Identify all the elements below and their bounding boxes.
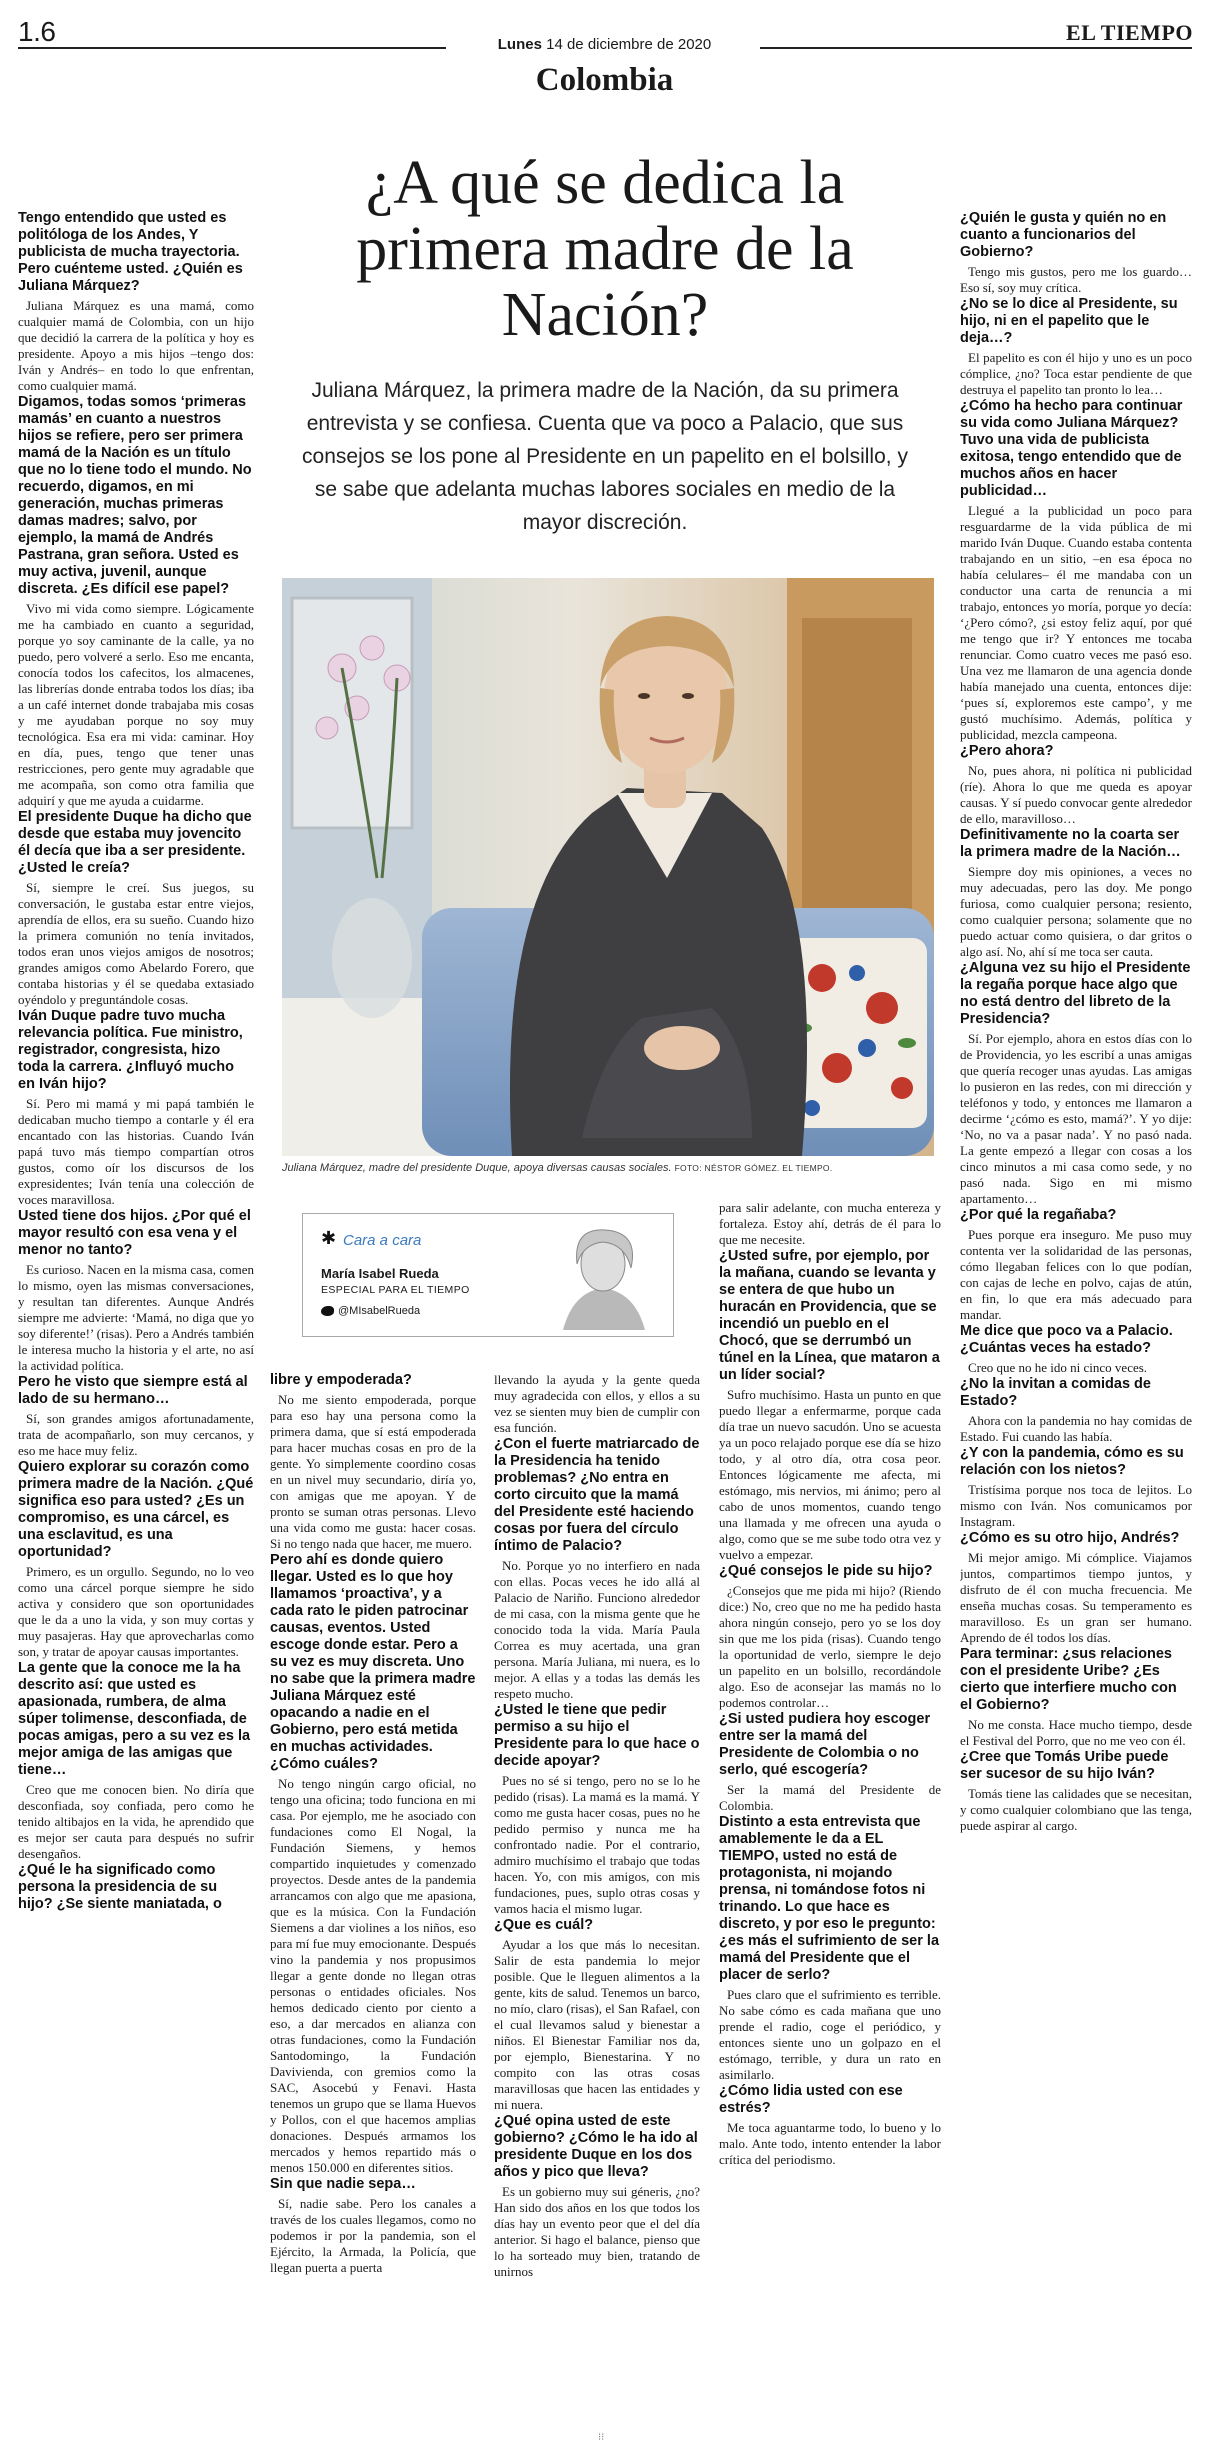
interview-question: libre y empoderada? bbox=[270, 1372, 412, 1388]
interview-answer: Siempre doy mis opiniones, a veces no muy adecuadas, pero las doy. Me pongo furiosa, como cualquier persona; resiento, como cualquier persona; solamente que no puedo actuar como quisiera, o dar gritos o algo así. No, ahí sí me toca ser cauta. bbox=[960, 864, 1192, 959]
qa-block bbox=[18, 1862, 254, 1913]
interview-question: ¿Que es cuál? bbox=[494, 1917, 594, 1933]
interview-answer: Pues claro que el sufrimiento es terrible. No sabe cómo es cada mañana que uno prende el radio, coge el periódico, y entonces siente uno un golpazo en el estómago, terrible, y dura un rato en asimilarlo. bbox=[719, 1987, 941, 2082]
qa-block bbox=[494, 1702, 700, 1917]
interview-question: ¿No la invitan a comidas de Estado? bbox=[960, 1376, 1151, 1409]
interview-answer: Sí, son grandes amigos afortunadamente, trata de acompañarlo, son muy cercanos, y eso me hace muy feliz. bbox=[18, 1411, 254, 1458]
twitter-handle: @MIsabelRueda bbox=[338, 1305, 421, 1317]
interview-question: Pero ahí es donde quiero llegar. Usted es lo que hoy llamamos ‘proactiva’, y a cada rato le piden patrocinar causas, eventos. Usted escoge donde estar. Pero a su vez es muy discreta. Uno no sabe que la primera madre Juliana Márquez esté opacando a nadie en el Gobierno, pero está metida en muchas actividades. ¿Cómo cuáles? bbox=[270, 1552, 476, 1772]
text-column-5 bbox=[960, 210, 1192, 2420]
byline-author: María Isabel Rueda bbox=[321, 1266, 439, 1281]
interview-question: ¿Qué opina usted de este gobierno? ¿Cómo le ha ido al presidente Duque en los dos años y pico que lleva? bbox=[494, 2113, 698, 2180]
interview-answer: Es un gobierno muy sui géneris, ¿no? Han sido dos años en los que todos los días hay un evento peor que el del día anterior. Si hago el balance, pienso que lo ha sorteado muy bien, tratando de unirnos bbox=[494, 2184, 700, 2279]
interview-answer: Juliana Márquez es una mamá, como cualquier mamá de Colombia, con un hijo que decidió la carrera de la política y hoy es presidente. Apoyo a mis hijos –tengo dos: Iván y Andrés– en todo lo que enfrentan, como cualquier mamá. bbox=[18, 298, 254, 393]
date-weekday: Lunes bbox=[497, 36, 542, 53]
qa-block bbox=[18, 809, 254, 1008]
interview-question: ¿Qué le ha significado como persona la presidencia de su hijo? ¿Se siente maniatada, o bbox=[18, 1862, 222, 1912]
interview-question: El presidente Duque ha dicho que desde que estaba muy jovencito él decía que iba a ser presidente. ¿Usted le creía? bbox=[18, 809, 252, 876]
interview-question: Sin que nadie sepa… bbox=[270, 2176, 416, 2192]
text-column-2 bbox=[270, 1372, 476, 2420]
qa-block bbox=[719, 2083, 941, 2168]
qa-block bbox=[960, 296, 1192, 398]
interview-question: ¿Alguna vez su hijo el Presidente la regaña porque hace algo que no está dentro del libreto de la Presidencia? bbox=[960, 960, 1191, 1027]
qa-block bbox=[494, 1917, 700, 2113]
qa-block bbox=[960, 1749, 1192, 1834]
interview-answer: Ser la mamá del Presidente de Colombia. bbox=[719, 1782, 941, 1813]
interview-answer: Ahora con la pandemia no hay comidas de Estado. Fui cuando las había. bbox=[960, 1413, 1192, 1444]
interview-answer: llevando la ayuda y la gente queda muy agradecida con ellos, y ellos a su vez se sienten muy bien de cumplir con esa función. bbox=[494, 1372, 700, 1435]
qa-block bbox=[960, 1646, 1192, 1749]
qa-block bbox=[719, 1200, 941, 1248]
interview-answer: Sí, siempre le creí. Sus juegos, su conversación, le gustaba estar entre viejos, aprendía de ellos, era su sueño. Cuando hizo la primera comunión no tenía invitados, todos eran unos viejos amigos de nosotros; grandes amigos como Abelardo Forero, que contaba historias y él se quedaba extasiado oyéndolo y preguntándole cosas. bbox=[18, 880, 254, 1007]
interview-question: ¿Por qué la regañaba? bbox=[960, 1207, 1117, 1223]
interview-answer: Sí. Por ejemplo, ahora en estos días con lo de Providencia, yo les escribí a unas amigas que quería recoger unas ayudas. Las amigas lo pusieron en las redes, con mi dirección y teléfonos y todo, y entonces me llamaron a decirme ‘¿cómo es esto, mamá?’. Y yo dije: ‘No, no va a pasar nada’. Y no pasó nada. La gente empezó a llegar con cosas a los cinco minutos a mi casa como sede, y no pasó nada. Sigo en mi mismo apartamento… bbox=[960, 1031, 1192, 1206]
interview-answer: Pues porque era inseguro. Me puso muy contenta ver la solidaridad de las personas, cómo llegaban felices con lo que podían, con cajas de leche en polvo, cajas de atún, en fin, lo que era más adecuado para mandar. bbox=[960, 1227, 1192, 1322]
interview-question: Tengo entendido que usted es politóloga de los Andes, Y publicista de mucha trayectoria. Pero cuénteme usted. ¿Quién es Juliana Márquez? bbox=[18, 210, 243, 294]
interview-question: ¿Y con la pandemia, cómo es su relación con los nietos? bbox=[960, 1445, 1184, 1478]
interview-question: ¿Cree que Tomás Uribe puede ser sucesor de su hijo Iván? bbox=[960, 1749, 1169, 1782]
interview-question: ¿Usted le tiene que pedir permiso a su hijo el Presidente para lo que hace o decide apoyar? bbox=[494, 1702, 700, 1769]
interview-answer: Vivo mi vida como siempre. Lógicamente me ha cambiado en cuanto a seguridad, porque yo soy caminante de la calle, ya no puedo, pero volveré a serlo. Eso me encanta, conocía todos los cafecitos, los almacenes, las librerías donde entraba todos los días; iba a un café internet donde trabajaba mis cosas y me ayudaban porque no soy muy tecnológica. Esa era mi vida: caminar. Hoy en día, pues, tengo que tener unas restricciones, pero gente muy agradable que me acompaña, son como otra familia que adquirí y que me ayuda a cuidarme. bbox=[18, 601, 254, 808]
interview-question: Digamos, todas somos ‘primeras mamás’ en cuanto a nuestros hijos se refiere, pero ser primera mamá de la Nación es un título que no lo tiene todo el mundo. No recuerdo, digamos, en mi generación, muchas primeras damas madres; salvo, por ejemplo, la mamá de Andrés Pastrana, gran señora. Usted es muy activa, juvenil, aunque discreta. ¿Es difícil ese papel? bbox=[18, 394, 252, 597]
interview-question: ¿Quién le gusta y quién no en cuanto a funcionarios del Gobierno? bbox=[960, 210, 1167, 260]
interview-question: ¿Usted sufre, por ejemplo, por la mañana, cuando se levanta y se entera de que hubo un huracán en Providencia, que se incendió un pueblo en el Chocó, que se derrumbó un túnel en la Línea, que mataron a un líder social? bbox=[719, 1248, 940, 1383]
interview-answer: Sí. Pero mi mamá y mi papá también le dedicaban mucho tiempo a contarle y él era encantado con las historias. Cuando Iván papá tuvo más tiempo compartían otros gustos, como oír los discursos de los expresidentes; Iván tenía una colección de voces maravillosa. bbox=[18, 1096, 254, 1207]
interview-answer: Me toca aguantarme todo, lo bueno y lo malo. Ante todo, intento entender la labor crítica del periodismo. bbox=[719, 2120, 941, 2167]
photo-caption bbox=[282, 1162, 934, 1174]
interview-question: Me dice que poco va a Palacio. ¿Cuántas veces ha estado? bbox=[960, 1323, 1173, 1356]
qa-block bbox=[18, 1374, 254, 1459]
qa-block bbox=[494, 1372, 700, 1436]
interview-answer: No me consta. Hace mucho tiempo, desde el Festival del Porro, que no me veo con él. bbox=[960, 1717, 1192, 1748]
byline-twitter[interactable] bbox=[321, 1305, 420, 1317]
text-column-1 bbox=[18, 210, 254, 2420]
interview-question: Usted tiene dos hijos. ¿Por qué el mayor resultó con esa vena y el menor no tanto? bbox=[18, 1208, 251, 1258]
interview-answer: Creo que no he ido ni cinco veces. bbox=[968, 1360, 1148, 1375]
interview-answer: El papelito es con él hijo y uno es un poco cómplice, ¿no? Toca estar pendiente de que destruya el papelito tan pronto lo lea… bbox=[960, 350, 1192, 397]
headline: ¿A qué se dedica la primera madre de la Nación? bbox=[356, 149, 854, 349]
qa-block bbox=[494, 1436, 700, 1702]
interview-answer: Llegué a la publicidad un poco para resguardarme de la vida pública de mi marido Iván Duque. Cuando estaba contenta trabajando en un sitio, –en esa época no había celulares– él me mandaba con un conductor una carta de renuncia a mi trabajo, entonces yo moría, porque yo decía: ‘¿Pero cómo?, ¿si estoy feliz aquí, por qué me tengo que ir? Y entonces me tocaba renunciar. Como cuatro veces me pasó eso. Una vez me llamaron de una agencia donde había manejado una cuenta, entonces dije: ‘pues sí, exploremos este campo’, y me gustó muchísimo. Además, política y publicidad, mezcla campeona. bbox=[960, 503, 1192, 742]
interview-answer: No. Porque yo no interfiero en nada con ellas. Pocas veces he ido allá al Palacio de Nariño. Funciono alrededor de mi casa, con la misma gente que he conocido toda la vida. María Paula Correa es muy acertada, una gran persona. María Juliana, mi nuera, es lo mejor. A ellas y a todas las demás les respeto mucho. bbox=[494, 1558, 700, 1701]
interview-answer: Tengo mis gustos, pero me los guardo… Eso sí, soy muy crítica. bbox=[960, 264, 1192, 295]
interview-answer: Primero, es un orgullo. Segundo, no lo veo como una cárcel porque siempre he sido activa y considero que son oportunidades que le da a uno la vida, y son muy cortas y muy pasajeras. Hay que aprovecharlas como son, y tratar de apoyar causas importantes. bbox=[18, 1564, 254, 1659]
qa-block bbox=[960, 398, 1192, 743]
interview-answer: Mi mejor amigo. Mi cómplice. Viajamos juntos, compartimos tiempo juntos, y disfruto de él con mucha frecuencia. Me enseña muchas cosas. Su temperamento es maravilloso. Es un gran ser humano. Aprendo de él todos los días. bbox=[960, 1550, 1192, 1645]
interview-answer: ¿Consejos que me pida mi hijo? (Riendo dice:) No, creo que no me ha pedido hasta ahora ningún consejo, pero yo se los doy sin que me los pida (risas). Cuando tengo la oportunidad de verlo, siempre le dejo un papelito en un bolsillo, recordándole algo. Eso de aconsejar las mamás no lo podemos controlar… bbox=[719, 1583, 941, 1710]
page-footer-mark: ⁝⁝ bbox=[598, 2432, 605, 2443]
qa-block bbox=[270, 2176, 476, 2276]
caption-text: Juliana Márquez, madre del presidente Duque, apoya diversas causas sociales. bbox=[282, 1162, 672, 1174]
qa-block bbox=[960, 1530, 1192, 1646]
interview-question: Distinto a esta entrevista que amablemente le da a EL TIEMPO, usted no está de protagonista, ni mojando prensa, ni tomándose fotos ni trinando. Lo que hace es discreto, y por eso le pregunto: ¿es más el sufrimiento de ser la mamá del Presidente que el placer de serlo? bbox=[719, 1814, 940, 1983]
qa-block bbox=[270, 1372, 476, 1552]
date-text: 14 de diciembre de 2020 bbox=[546, 36, 712, 53]
interview-question: ¿Cómo ha hecho para continuar su vida como Juliana Márquez? Tuvo una vida de publicista exitosa, tengo entendido que de muchos años en hacer publicidad… bbox=[960, 398, 1183, 499]
interview-question: ¿Con el fuerte matriarcado de la Presidencia ha tenido problemas? ¿No entra en corto circuito que la mamá del Presidente esté haciendo cosas por fuera del círculo íntimo de Palacio? bbox=[494, 1436, 700, 1554]
dateline bbox=[0, 36, 1209, 53]
interview-question: Quiero explorar su corazón como primera madre de la Nación. ¿Qué significa eso para usted? ¿Es un compromiso, es una cárcel, es una esclavitud, es una oportunidad? bbox=[18, 1459, 254, 1560]
section-title: Colombia bbox=[535, 62, 674, 98]
interview-answer: Sufro muchísimo. Hasta un punto en que puedo llegar a enfermarme, porque cada día trae un nuevo sacudón. Uno se acuesta ya un poco relajado porque ese día se hizo todo, y al otro día, otra cosa peor. Entonces lógicamente me afecta, mi estómago, mis nervios, mi ánimo; pero al cabo de unos momentos, cuando tengo una llamada y me ofrecen una ayuda o algo, como que se me sube todo otra vez y vuelvo a empezar. bbox=[719, 1387, 941, 1562]
interview-answer: No, pues ahora, ni política ni publicidad (ríe). Ahora lo que me queda es apoyar causas. Y sí puedo convocar gente alrededor de ello, maravilloso… bbox=[960, 763, 1192, 826]
interview-question: Iván Duque padre tuvo mucha relevancia política. Fue ministro, registrador, congresista, hizo toda la carrera. ¿Influyó mucho en Iván hijo? bbox=[18, 1008, 243, 1092]
qa-block bbox=[960, 1376, 1192, 1445]
qa-block bbox=[960, 960, 1192, 1207]
interview-question: Pero he visto que siempre está al lado de su hermano… bbox=[18, 1374, 248, 1407]
qa-block bbox=[960, 1323, 1192, 1376]
lead-paragraph: Juliana Márquez, la primera madre de la Nación, da su primera entrevista y se confiesa. Cuenta que va poco a Palacio, que sus consejos se los pone al Presidente en un papelito en el bolsillo, y se sabe que adelanta muchas labores sociales en medio de la mayor discreción. bbox=[302, 379, 908, 534]
text-column-3 bbox=[494, 1372, 700, 2420]
interview-answer: Ayudar a los que más lo necesitan. Salir de esta pandemia lo mejor posible. Que le lleguen alimentos a la gente, kits de salud. Tenemos un barco, no mío, claro (risas), el San Rafael, con el cual llevamos salud y bienestar a niños. El Bienestar Familiar nos da, por ejemplo, Bienestarina. Y no compito con las otras cosas maravillosas que hacen las entidades y mi nuera. bbox=[494, 1937, 700, 2112]
main-photo bbox=[282, 578, 934, 1156]
qa-block bbox=[494, 2113, 700, 2280]
interview-question: La gente que la conoce me la ha descrito así: que usted es apasionada, rumbera, de alma súper tolimense, desconfiada, de pocas amigas, pero a su vez es la mejor amiga de las amigas que tiene… bbox=[18, 1660, 251, 1778]
interview-question: ¿Pero ahora? bbox=[960, 743, 1054, 759]
interview-question: ¿Cómo lidia usted con ese estrés? bbox=[719, 2083, 903, 2116]
interview-question: Definitivamente no la coarta ser la primera madre de la Nación… bbox=[960, 827, 1181, 860]
byline-role: ESPECIAL PARA EL TIEMPO bbox=[321, 1284, 470, 1296]
qa-block bbox=[960, 1207, 1192, 1323]
qa-block bbox=[719, 1711, 941, 1814]
text-column-4 bbox=[719, 1200, 941, 2420]
qa-block bbox=[719, 1563, 941, 1711]
qa-block bbox=[18, 1660, 254, 1862]
byline-box bbox=[302, 1213, 674, 1337]
interview-question: ¿Qué consejos le pide su hijo? bbox=[719, 1563, 933, 1579]
portrait-illustration bbox=[282, 578, 934, 1156]
interview-answer: Tristísima porque nos toca de lejitos. Lo mismo con Iván. Nos comunicamos por Instagram. bbox=[960, 1482, 1192, 1529]
qa-block bbox=[960, 210, 1192, 296]
interview-answer: Tomás tiene las calidades que se necesitan, y como cualquier colombiano que las tenga, puede aspirar al cargo. bbox=[960, 1786, 1192, 1833]
interview-answer: Sí, nadie sabe. Pero los canales a través de los cuales llegamos, como no podemos ir por la pandemia, son el Ejército, la Armada, la Policía, que llegan puerta a puerta bbox=[270, 2196, 476, 2275]
interview-answer: Es curioso. Nacen en la misma casa, comen lo mismo, oyen las mismas conversaciones, y resultan tan diferentes. Aunque Andrés siempre me advierte: ‘Mamá, no diga que yo soy diferente!’ (risas). Pero a Andrés también le interesa mucho la historia y el arte, no así la actividad política. bbox=[18, 1262, 254, 1373]
author-portrait bbox=[543, 1222, 663, 1330]
byline-tag: Cara a cara bbox=[343, 1232, 422, 1249]
twitter-icon bbox=[321, 1306, 334, 1316]
qa-block bbox=[18, 1459, 254, 1660]
qa-block bbox=[960, 1445, 1192, 1530]
interview-answer: para salir adelante, con mucha entereza y fortaleza. Estoy ahí, detrás de él para lo que me necesite. bbox=[719, 1200, 941, 1247]
interview-question: ¿Cómo es su otro hijo, Andrés? bbox=[960, 1530, 1180, 1546]
interview-question: Para terminar: ¿sus relaciones con el presidente Uribe? ¿Es cierto que interfiere mucho con el Gobierno? bbox=[960, 1646, 1177, 1713]
qa-block bbox=[270, 1552, 476, 2176]
qa-block bbox=[18, 1208, 254, 1374]
page-number: 1.6 bbox=[18, 16, 56, 47]
interview-question: ¿Si usted pudiera hoy escoger entre ser la mamá del Presidente de Colombia o no serlo, qué escogería? bbox=[719, 1711, 931, 1778]
qa-block bbox=[960, 743, 1192, 827]
photo-credit: FOTO: NÉSTOR GÓMEZ. EL TIEMPO. bbox=[674, 1163, 833, 1173]
interview-answer: Pues no sé si tengo, pero no se lo he pedido (risas). La mamá es la mamá. Y como me gusta hacer cosas, pues no he pedido permiso y nunca me ha confrontado nadie. Por el contrario, admiro muchísimo el trabajo que todas hacen. Yo, con mis amigos, con mis fundaciones, pues, suplo otras cosas y vamos hacia el mismo lugar. bbox=[494, 1773, 700, 1916]
interview-answer: Creo que me conocen bien. No diría que desconfiada, soy confiada, pero como he tenido altibajos en la vida, he aprendido que es mejor ser cauta para después no sufrir desengaños. bbox=[18, 1782, 254, 1861]
interview-answer: No me siento empoderada, porque para eso hay una persona como la primera dama, que sí está empoderada para hacer muchas cosas en pro de la gente. Yo simplemente coordino cosas en un nivel muy secundario, diría yo, con amigas que me apoyan. Y de pronto se suman otras personas. Llevo una vida como me gusta: hacer cosas. Si no tengo nada que hacer, me muero. bbox=[270, 1392, 476, 1551]
interview-answer: No tengo ningún cargo oficial, no tengo una oficina; todo funciona en mi casa. Por ejemplo, me he asociado con fundaciones como El Nogal, la Fundación Siemens, y hemos compartido inquietudes y comenzado proyectos. Desde antes de la pandemia arrancamos con algo que me apasiona, que es la música. Con la Fundación Siemens a dar violines a los niños, eso para mí fue muy emocionante. Después vino la pandemia y nos propusimos llegar a gente donde no llegan otras personas o entidades oficiales. Nos hemos dedicado ciento por ciento a eso, a dar mercados en alianza con otras fundaciones, como la Fundación Santodomingo, la Fundación Davivienda, con gremios como la SAC, Asocebú y Fenavi. Hasta tenemos un grupo que se llama Huevos y Pollos, con el que hacemos amplias donaciones. Después armamos los mercados y hemos repartido más o menos 150.000 en diferentes sitios. bbox=[270, 1776, 476, 2175]
qa-block bbox=[18, 1008, 254, 1208]
qa-block bbox=[719, 1248, 941, 1563]
brand-logo: EL TIEMPO bbox=[1066, 20, 1193, 45]
star-icon: ✱ bbox=[321, 1228, 337, 1248]
interview-question: ¿No se lo dice al Presidente, su hijo, ni en el papelito que le deja…? bbox=[960, 296, 1178, 346]
qa-block bbox=[960, 827, 1192, 960]
qa-block bbox=[18, 210, 254, 394]
qa-block bbox=[18, 394, 254, 809]
qa-block bbox=[719, 1814, 941, 2083]
